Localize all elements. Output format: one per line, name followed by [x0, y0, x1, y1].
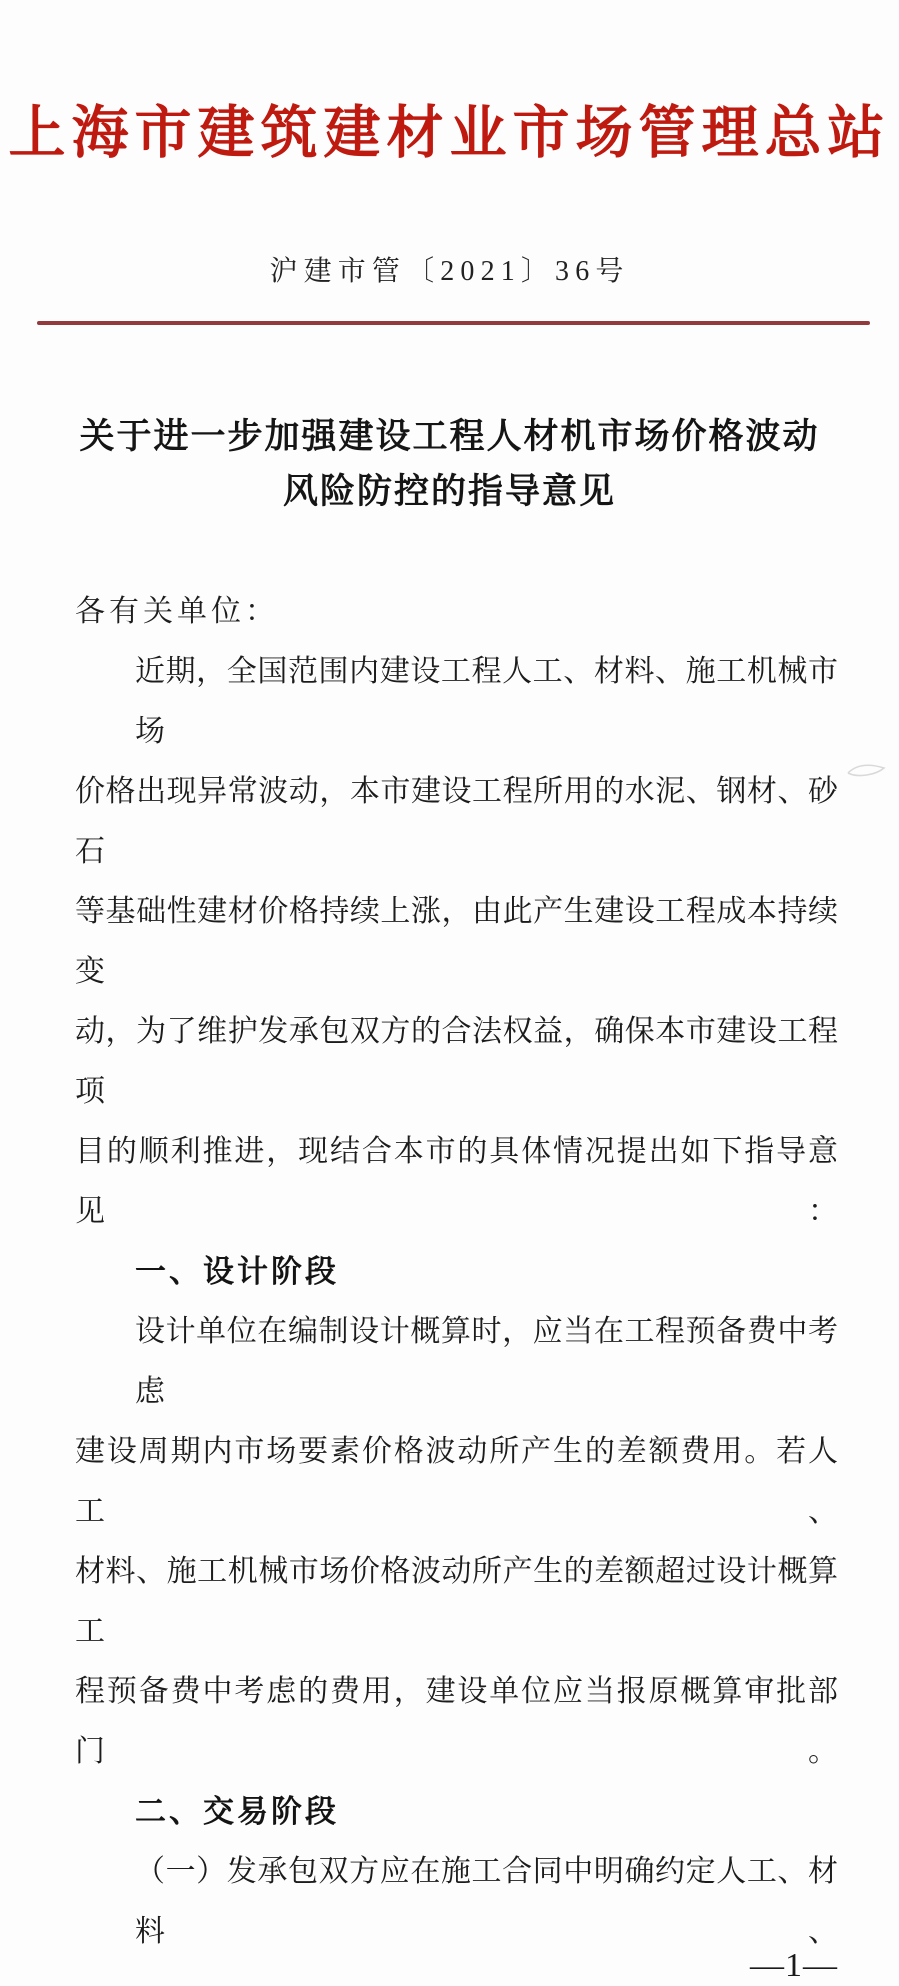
paragraph1-line: 价格出现异常波动，本市建设工程所用的水泥、钢材、砂石 [75, 775, 838, 868]
paragraph2-line: 建设周期内市场要素价格波动所产生的差额费用。若人工、 [75, 1435, 838, 1528]
paragraph1-line: 等基础性建材价格持续上涨，由此产生建设工程成本持续变 [75, 895, 838, 988]
issuing-org-header: 上海市建筑建材业市场管理总站 [8, 102, 891, 165]
paragraph2-line: 材料、施工机械市场价格波动所产生的差额超过设计概算工 [75, 1555, 838, 1648]
section2-heading: 二、交易阶段 [135, 1794, 339, 1829]
paragraph2-line: 设计单位在编制设计概算时，应当在工程预备费中考虑 [135, 1315, 838, 1408]
paragraph3-line: （一）发承包双方应在施工合同中明确约定人工、材料、 [135, 1855, 838, 1948]
document-title-line1: 关于进一步加强建设工程人材机市场价格波动 [79, 417, 820, 456]
salutation: 各有关单位： [75, 595, 279, 628]
document-body [75, 582, 838, 1962]
document-title [0, 409, 899, 519]
page-number: —1— [750, 1947, 838, 1984]
paragraph2-line: 程预备费中考虑的费用，建设单位应当报原概算审批部门。 [75, 1675, 838, 1768]
document-number: 沪建市管〔2021〕36号 [269, 256, 630, 287]
red-divider-line [37, 321, 870, 325]
document-page [0, 92, 899, 1984]
paragraph1-line: 动，为了维护发承包双方的合法权益，确保本市建设工程项 [75, 1015, 838, 1108]
document-title-line2: 风险防控的指导意见 [282, 472, 616, 511]
paragraph1-line: 近期，全国范围内建设工程人工、材料、施工机械市场 [135, 655, 838, 748]
section1-heading: 一、设计阶段 [135, 1254, 339, 1289]
scan-artifact-mark [846, 758, 888, 784]
paragraph1-line: 目的顺利推进，现结合本市的具体情况提出如下指导意见： [75, 1135, 838, 1228]
